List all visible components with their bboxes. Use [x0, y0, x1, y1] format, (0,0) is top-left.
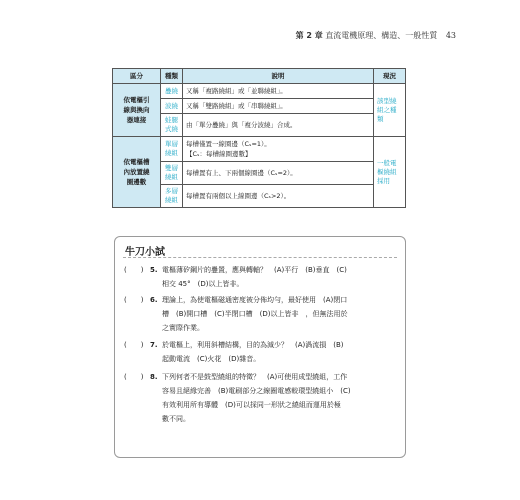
question-number: 6. [150, 296, 158, 304]
kind-cell [161, 114, 183, 137]
kind-line: 雙層 [165, 164, 178, 172]
status-cell [374, 137, 406, 208]
header-text [296, 30, 456, 41]
kind-line: 多層 [165, 187, 178, 195]
status-line: 採用 [377, 176, 390, 185]
status-line: 組之種 [377, 105, 397, 114]
chapter-label: 第 2 章 [295, 31, 323, 40]
question-line: 容易且絕緣完善 (B)電刷部分之線圈電感較環型繞組小 (C) [162, 387, 351, 395]
question-number: 7. [150, 341, 158, 349]
description-line: 每槽僅置一線圈邊（Cₛ=1）。 [186, 140, 271, 148]
category-cell [113, 84, 161, 137]
description-line: 又稱「複路繞組」或「並聯繞組」。 [186, 87, 287, 95]
status-line: 樞繞組 [377, 167, 397, 176]
kind-cell [161, 137, 183, 162]
status-line: 一般電 [377, 158, 397, 167]
description-cell [183, 185, 374, 208]
description-line: 【Cₛ：每槽線圈邊數】 [186, 150, 252, 158]
kind-line: 蛙腿 [165, 116, 178, 124]
quiz-box [114, 236, 406, 458]
answer-blank[interactable]: ( ) [124, 266, 144, 274]
description-cell [183, 114, 374, 137]
kind-line: 繞組 [165, 196, 178, 204]
kind-line: 式繞 [165, 125, 178, 133]
description-line: 又稱「雙路繞組」或「串聯繞組」。 [186, 102, 287, 110]
question-line: 下列何者不是鼓型繞組的特徵？ (A)可使用成型繞組，工作 [162, 373, 348, 381]
question-line: 於電樞上，利用斜槽結構，目的為減少？ (A)渦流損 (B) [162, 341, 344, 349]
category-line: 依電樞槽 [123, 158, 150, 166]
answer-blank[interactable]: ( ) [124, 296, 144, 304]
question-line: 有效利用所有導體 (D)可以採同一形狀之繞組而運用於極 [162, 401, 341, 409]
kind-line: 單層 [165, 140, 178, 148]
quiz-title: 牛刀小試 [125, 247, 165, 258]
category-line: 圈邊數 [126, 178, 147, 186]
description-cell [183, 84, 374, 99]
chapter-title: 直流電機原理、構造、一般性質 [325, 31, 438, 40]
kind-line: 繞組 [165, 173, 178, 181]
kind-line: 疊繞 [165, 86, 178, 95]
question-line: 數不同。 [162, 415, 190, 423]
category-line: 器連接 [126, 116, 147, 124]
kind-cell [161, 84, 183, 99]
description-line: 每槽置有兩個以上線圈邊（Cₛ>2）。 [186, 192, 291, 200]
question-line: 電樞薄矽鋼片的疊置，應與轉軸？ (A)平行 (B)垂直 (C) [162, 266, 347, 274]
question-text [162, 293, 398, 335]
question-text [162, 338, 398, 366]
kind-cell [161, 99, 183, 114]
answer-blank[interactable]: ( ) [124, 341, 144, 349]
question-number: 8. [150, 373, 158, 381]
category-line: 內放置繞 [123, 168, 150, 176]
question-line: 之實際作業。 [162, 324, 204, 332]
answer-blank[interactable]: ( ) [124, 373, 144, 381]
kind-line: 繞組 [165, 149, 178, 157]
col-header-status: 現況 [374, 69, 406, 84]
description-cell [183, 137, 374, 162]
status-cell [374, 84, 406, 137]
page-number: 43 [445, 31, 456, 40]
kind-cell [161, 185, 183, 208]
col-header-description: 說明 [183, 69, 374, 84]
question-text [162, 263, 398, 291]
status-line: 類 [377, 114, 384, 123]
question-line: 理論上，為使電樞磁通密度被分佈均勻，最好使用 (A)閉口 [162, 296, 348, 304]
category-line: 依電樞引 [123, 96, 150, 104]
table-row [113, 84, 406, 99]
category-cell [113, 137, 161, 208]
col-header-kind: 種類 [161, 69, 183, 84]
page-header [60, 30, 460, 44]
description-line: 由「單分疊繞」與「複分波繞」合成。 [186, 121, 297, 129]
description-line: 每槽置有上、下兩個線圈邊（Cₛ=2）。 [186, 169, 297, 177]
armature-winding-table [112, 68, 406, 208]
table-row [113, 137, 406, 162]
description-cell [183, 162, 374, 185]
col-header-category: 區分 [113, 69, 161, 84]
description-cell [183, 99, 374, 114]
question-line: 相交 45° (D)以上皆非。 [162, 280, 244, 288]
table-header-row [113, 69, 406, 84]
kind-cell [161, 162, 183, 185]
kind-line: 波繞 [165, 101, 178, 110]
category-line: 線與換向 [123, 106, 150, 114]
question-line: 槽 (B)開口槽 (C)半閉口槽 (D)以上皆非 ，但無法用於 [162, 310, 348, 318]
question-line: 起動電流 (C)火花 (D)雜音。 [162, 355, 261, 363]
question-text [162, 370, 398, 426]
status-line: 該型繞 [377, 96, 397, 105]
question-number: 5. [150, 266, 158, 274]
quiz-title-divider [123, 257, 397, 258]
